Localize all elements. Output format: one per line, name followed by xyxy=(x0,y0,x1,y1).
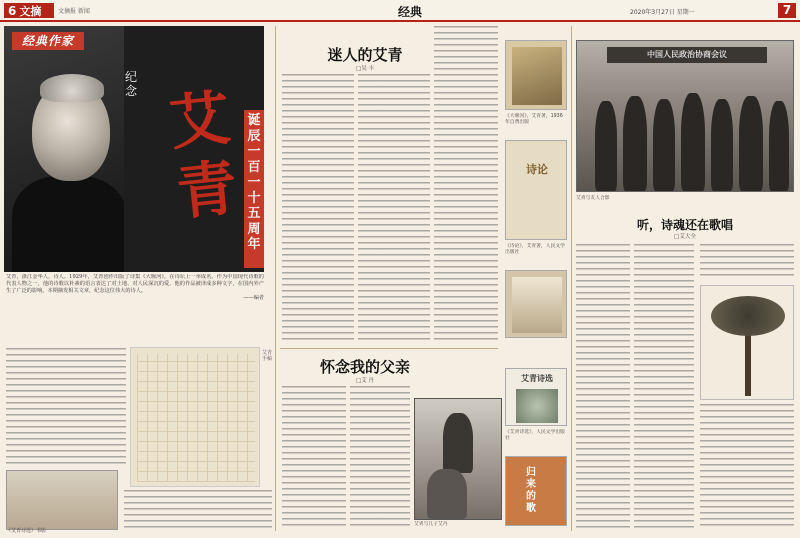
book-cover-2 xyxy=(505,140,567,240)
book-caption-2: 《诗论》，艾青著，人民文学出版社 xyxy=(505,244,565,255)
issue-date: 2020年3月27日 星期一 xyxy=(630,9,695,16)
book-painting xyxy=(6,470,118,530)
book-cover-3-art xyxy=(512,277,562,333)
portrait-background xyxy=(4,26,124,272)
book-cover-poems-art xyxy=(516,389,558,423)
left-bottom-text xyxy=(124,490,272,530)
article-title-3: 听，诗魂还在歌唱 xyxy=(636,218,733,232)
article-title-1: 迷人的艾青 xyxy=(327,46,403,64)
group-photo-sign: 中国人民政治协商会议 xyxy=(607,47,767,63)
page-left-name: 文摘 xyxy=(19,4,42,18)
article3-col-3-bottom xyxy=(700,404,794,530)
section-title: 经典 xyxy=(397,5,422,19)
intro-text: 艾青，浙江金华人，诗人。1929年，艾青创作出版了诗集《大堰河》，在诗坛上一举成名。作为中国现代诗歌的代表人物之一，他的诗歌以朴素的语言表达了对土地、对人民深沉的爱。他的作品被译成多种文字，在国内外产生了广泛的影响。本期摘发相关文章，纪念这位伟大的诗人。 xyxy=(6,274,264,294)
column-divider xyxy=(275,26,276,531)
group-photo-caption: 艾青与友人合影 xyxy=(576,196,610,201)
page-right-number: 7 xyxy=(778,3,796,18)
section-label: 经典作家 xyxy=(12,32,84,50)
photo-figure-standing xyxy=(443,413,473,473)
article1-col-1 xyxy=(282,74,354,344)
article-byline-2: □艾 丹 xyxy=(356,378,374,384)
article-byline-3: □艾大全 xyxy=(674,234,696,240)
portrait-caption: 艾青与儿子艾丹 xyxy=(414,522,448,527)
article-divider xyxy=(280,348,498,349)
memorial-label: 纪念 xyxy=(125,70,138,98)
book-cover-1-art xyxy=(512,47,562,105)
article1-col-3 xyxy=(434,26,498,344)
book-cover-poems-title: 艾青诗选 xyxy=(521,373,553,383)
tree-trunk xyxy=(745,326,751,396)
page-left-badge xyxy=(4,3,54,18)
book-cover-return xyxy=(505,456,567,526)
portrait-hair xyxy=(40,74,104,102)
book-cover-return-title: 归来的歌 xyxy=(526,467,536,514)
book-cover-3 xyxy=(505,270,567,338)
book-cover-1 xyxy=(505,40,567,110)
page-left-number: 6 xyxy=(8,3,17,18)
group-photo xyxy=(576,40,794,192)
article3-col-2 xyxy=(634,244,694,530)
book-cover-poems xyxy=(505,368,567,426)
tree-painting xyxy=(700,285,794,400)
group-figure-7 xyxy=(769,101,789,191)
top-bar xyxy=(0,0,800,22)
photo-figure-seated xyxy=(427,469,467,519)
birthday-label: 诞辰一百一十五周年 xyxy=(244,110,264,268)
article2-col-2 xyxy=(350,386,410,530)
intro-paragraph xyxy=(6,274,264,344)
portrait-coat xyxy=(12,176,127,272)
intro-author: ——编者 xyxy=(243,295,264,301)
painting-caption: 《艾青诗选》书影 xyxy=(6,528,47,534)
left-text-column xyxy=(6,348,126,466)
group-figure-3 xyxy=(653,99,675,191)
article1-col-2 xyxy=(358,74,430,344)
article3-col-1 xyxy=(576,244,630,530)
manuscript-grid xyxy=(137,354,255,482)
book-cover-2-title: 诗论 xyxy=(526,163,548,176)
group-figure-5 xyxy=(711,99,733,191)
column-divider-right xyxy=(571,26,572,531)
book-caption-1: 《大堰河》，艾青著，1936年自费出版 xyxy=(505,114,563,125)
book-caption-3: 《艾青诗选》，人民文学出版社 xyxy=(505,430,565,441)
article-byline-1: □吴 丰 xyxy=(356,66,374,72)
article3-col-3-top xyxy=(700,244,794,280)
group-figure-2 xyxy=(623,96,647,191)
group-figure-6 xyxy=(739,96,763,191)
page-left-sub: 文摘报 新闻 xyxy=(58,8,90,15)
father-son-photo xyxy=(414,398,502,520)
article-title-2: 怀念我的父亲 xyxy=(319,358,410,376)
group-figure-1 xyxy=(595,101,617,191)
calligraphy-title: 艾青 xyxy=(166,83,241,229)
feature-banner xyxy=(4,26,264,272)
manuscript-image xyxy=(130,347,260,487)
manuscript-caption: 艾青手稿 xyxy=(262,350,273,362)
tree-crown xyxy=(711,296,785,336)
group-figure-4 xyxy=(681,93,705,191)
article2-col-1 xyxy=(282,386,346,530)
